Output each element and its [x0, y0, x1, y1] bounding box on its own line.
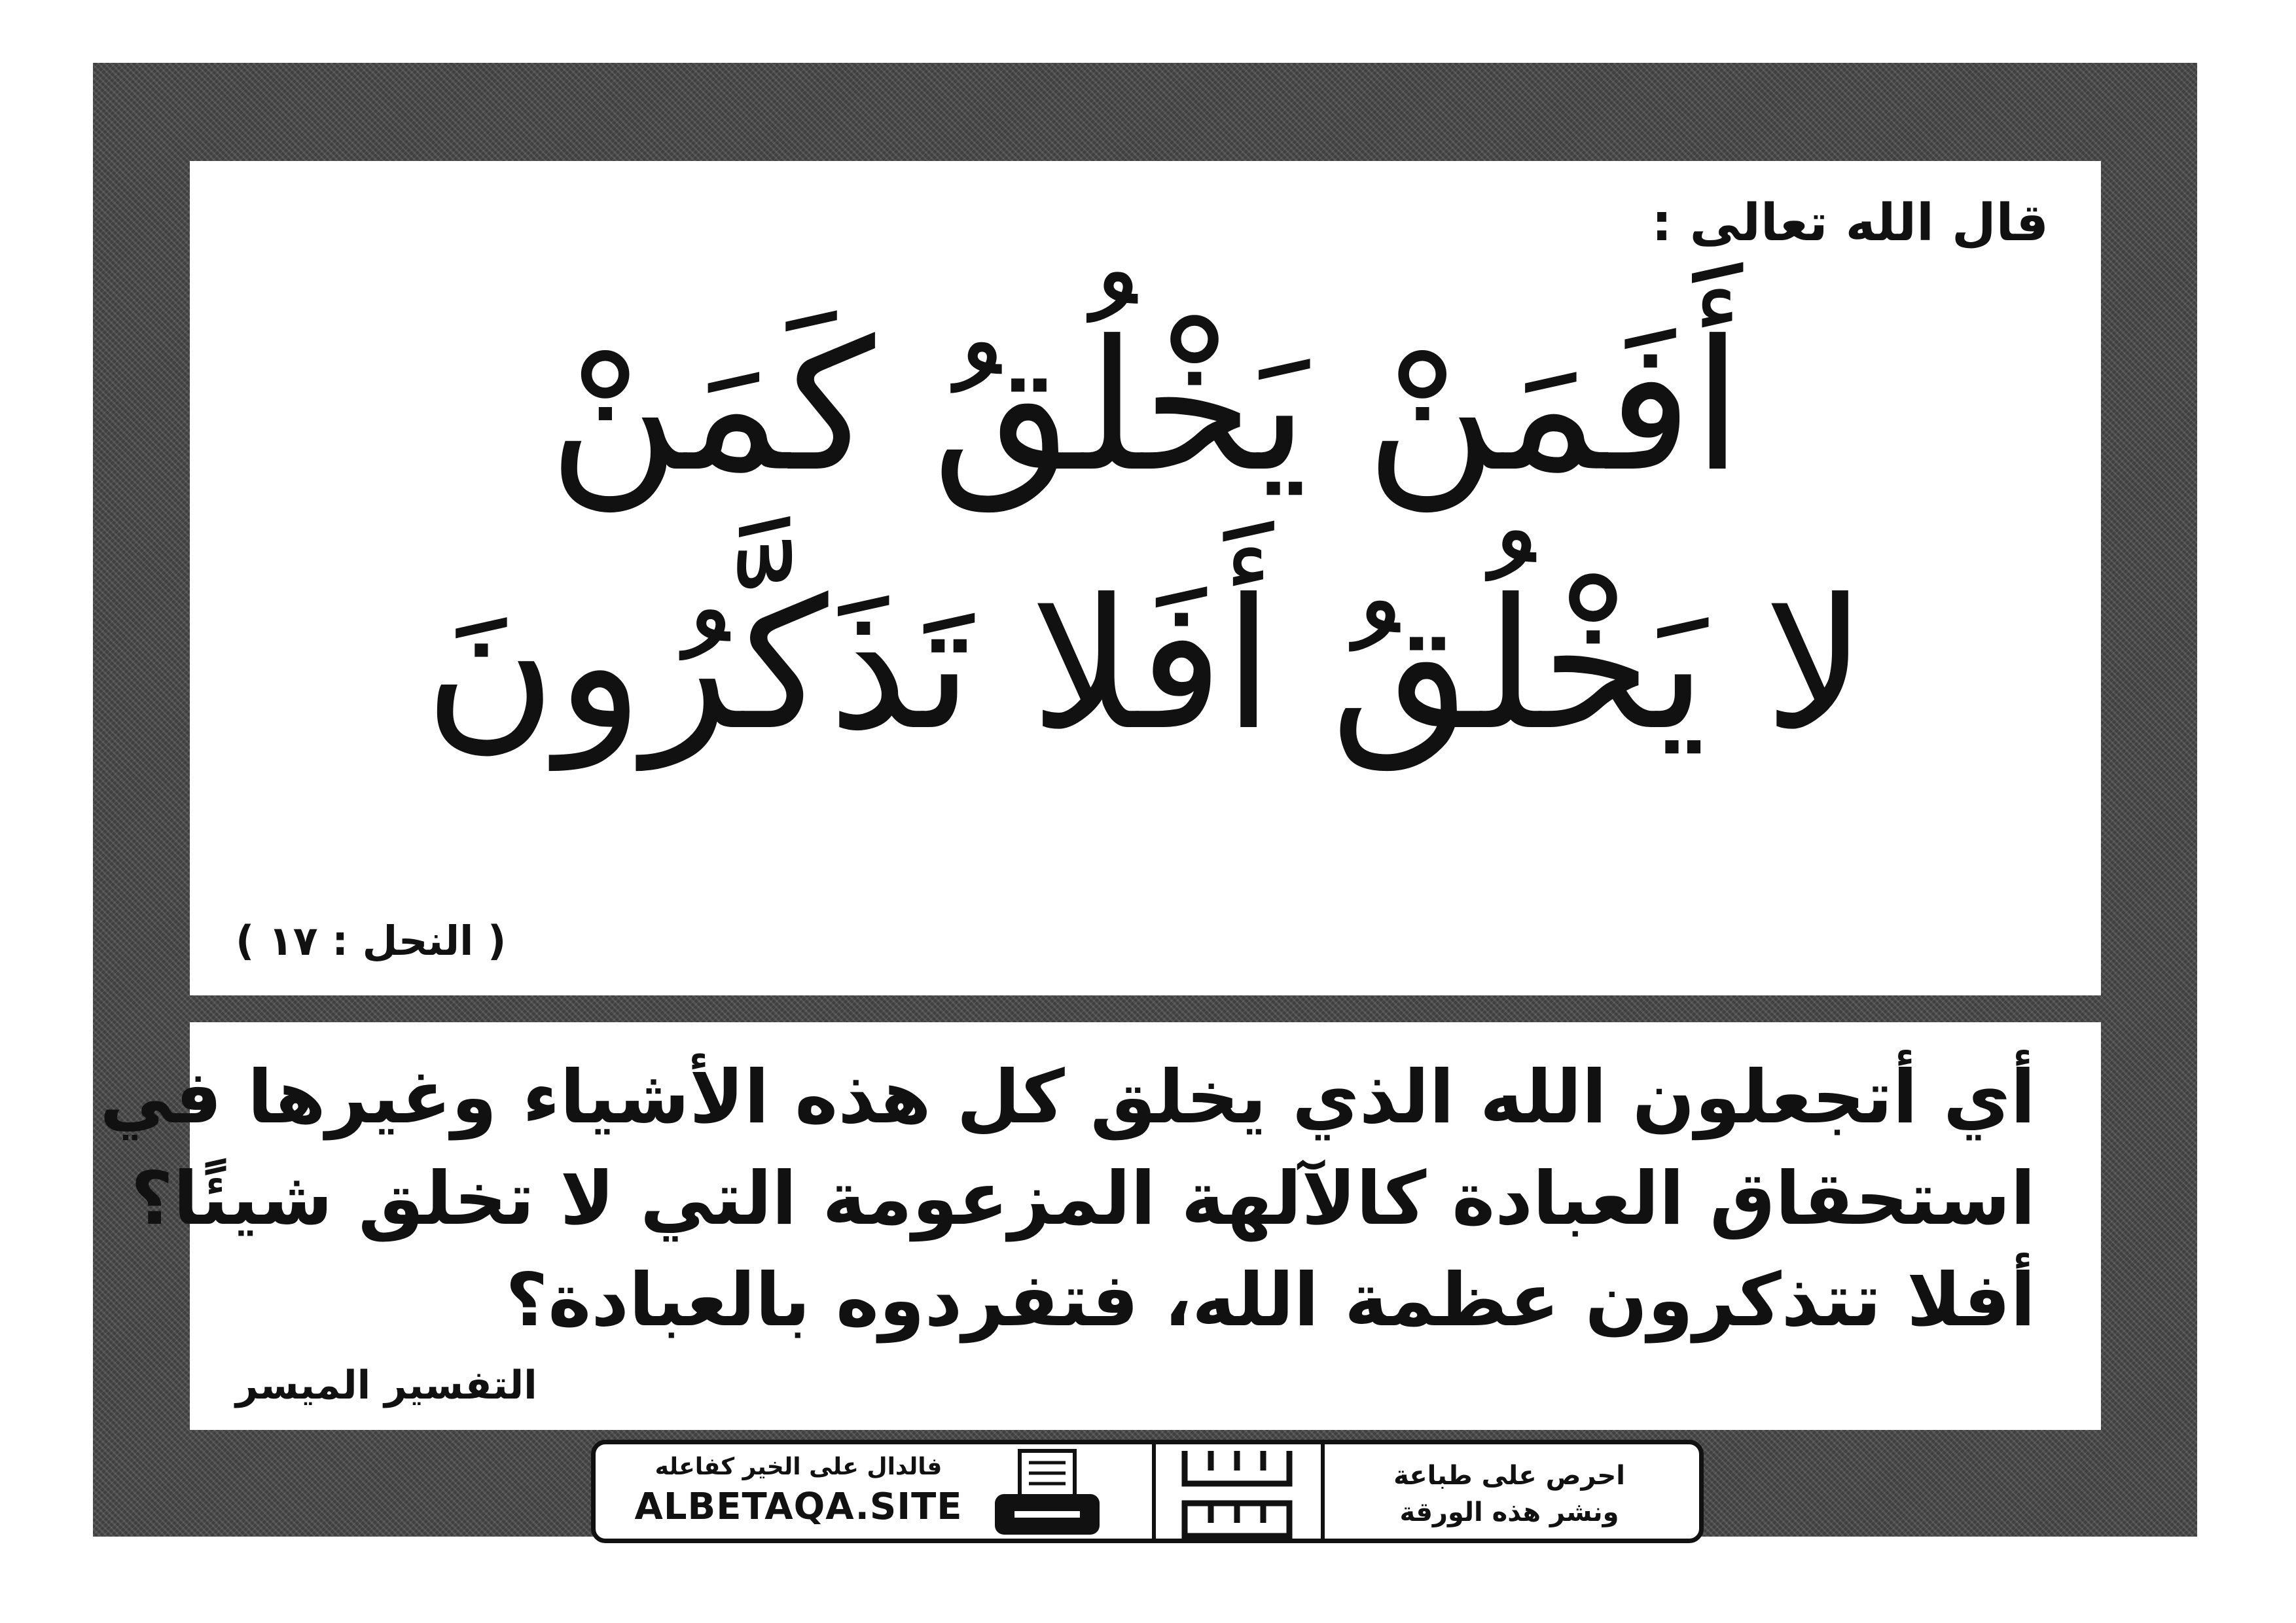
tafsir-line-2: استحقاق العبادة كالآلهة المزعومة التي لا تخلق شيئًا؟ — [130, 1156, 2036, 1241]
verse-line-1: أَفَمَنْ يَخْلُقُ كَمَنْ — [548, 302, 1743, 511]
verse-line-2: لا يَخْلُقُ أَفَلا تَذَكَّرُونَ — [424, 560, 1867, 770]
verse-panel — [190, 161, 2101, 995]
footer-badge — [591, 1440, 1704, 1543]
tafsir-line-1: أي أتجعلون الله الذي يخلق كل هذه الأشياء وغيرها في — [99, 1055, 2036, 1140]
footer-site-block — [622, 1454, 975, 1528]
footer-slogan: فالدال على الخير كفاعله — [655, 1454, 942, 1480]
site-link[interactable]: ALBETAQA.SITE — [634, 1486, 963, 1528]
footer-cta-line-2: ونشر هذه الورقة — [1399, 1497, 1619, 1527]
verse-reference: ( النحل : ١٧ ) — [236, 917, 507, 965]
tafsir-source: التفسير الميسر — [236, 1363, 537, 1408]
tafsir-line-3: أفلا تتذكرون عظمة الله، فتفردوه بالعبادة؟ — [505, 1258, 2036, 1343]
footer-cta — [1372, 1457, 1647, 1531]
footer-divider-right — [1321, 1444, 1325, 1539]
footer-cta-line-1: احرص على طباعة — [1393, 1461, 1625, 1491]
footer-divider-left — [1152, 1444, 1156, 1539]
verse-intro: قال الله تعالى : — [1651, 194, 2049, 253]
logo-mark — [1172, 1444, 1302, 1543]
tafsir-panel — [99, 1022, 2101, 1430]
printer-icon — [988, 1448, 1106, 1540]
